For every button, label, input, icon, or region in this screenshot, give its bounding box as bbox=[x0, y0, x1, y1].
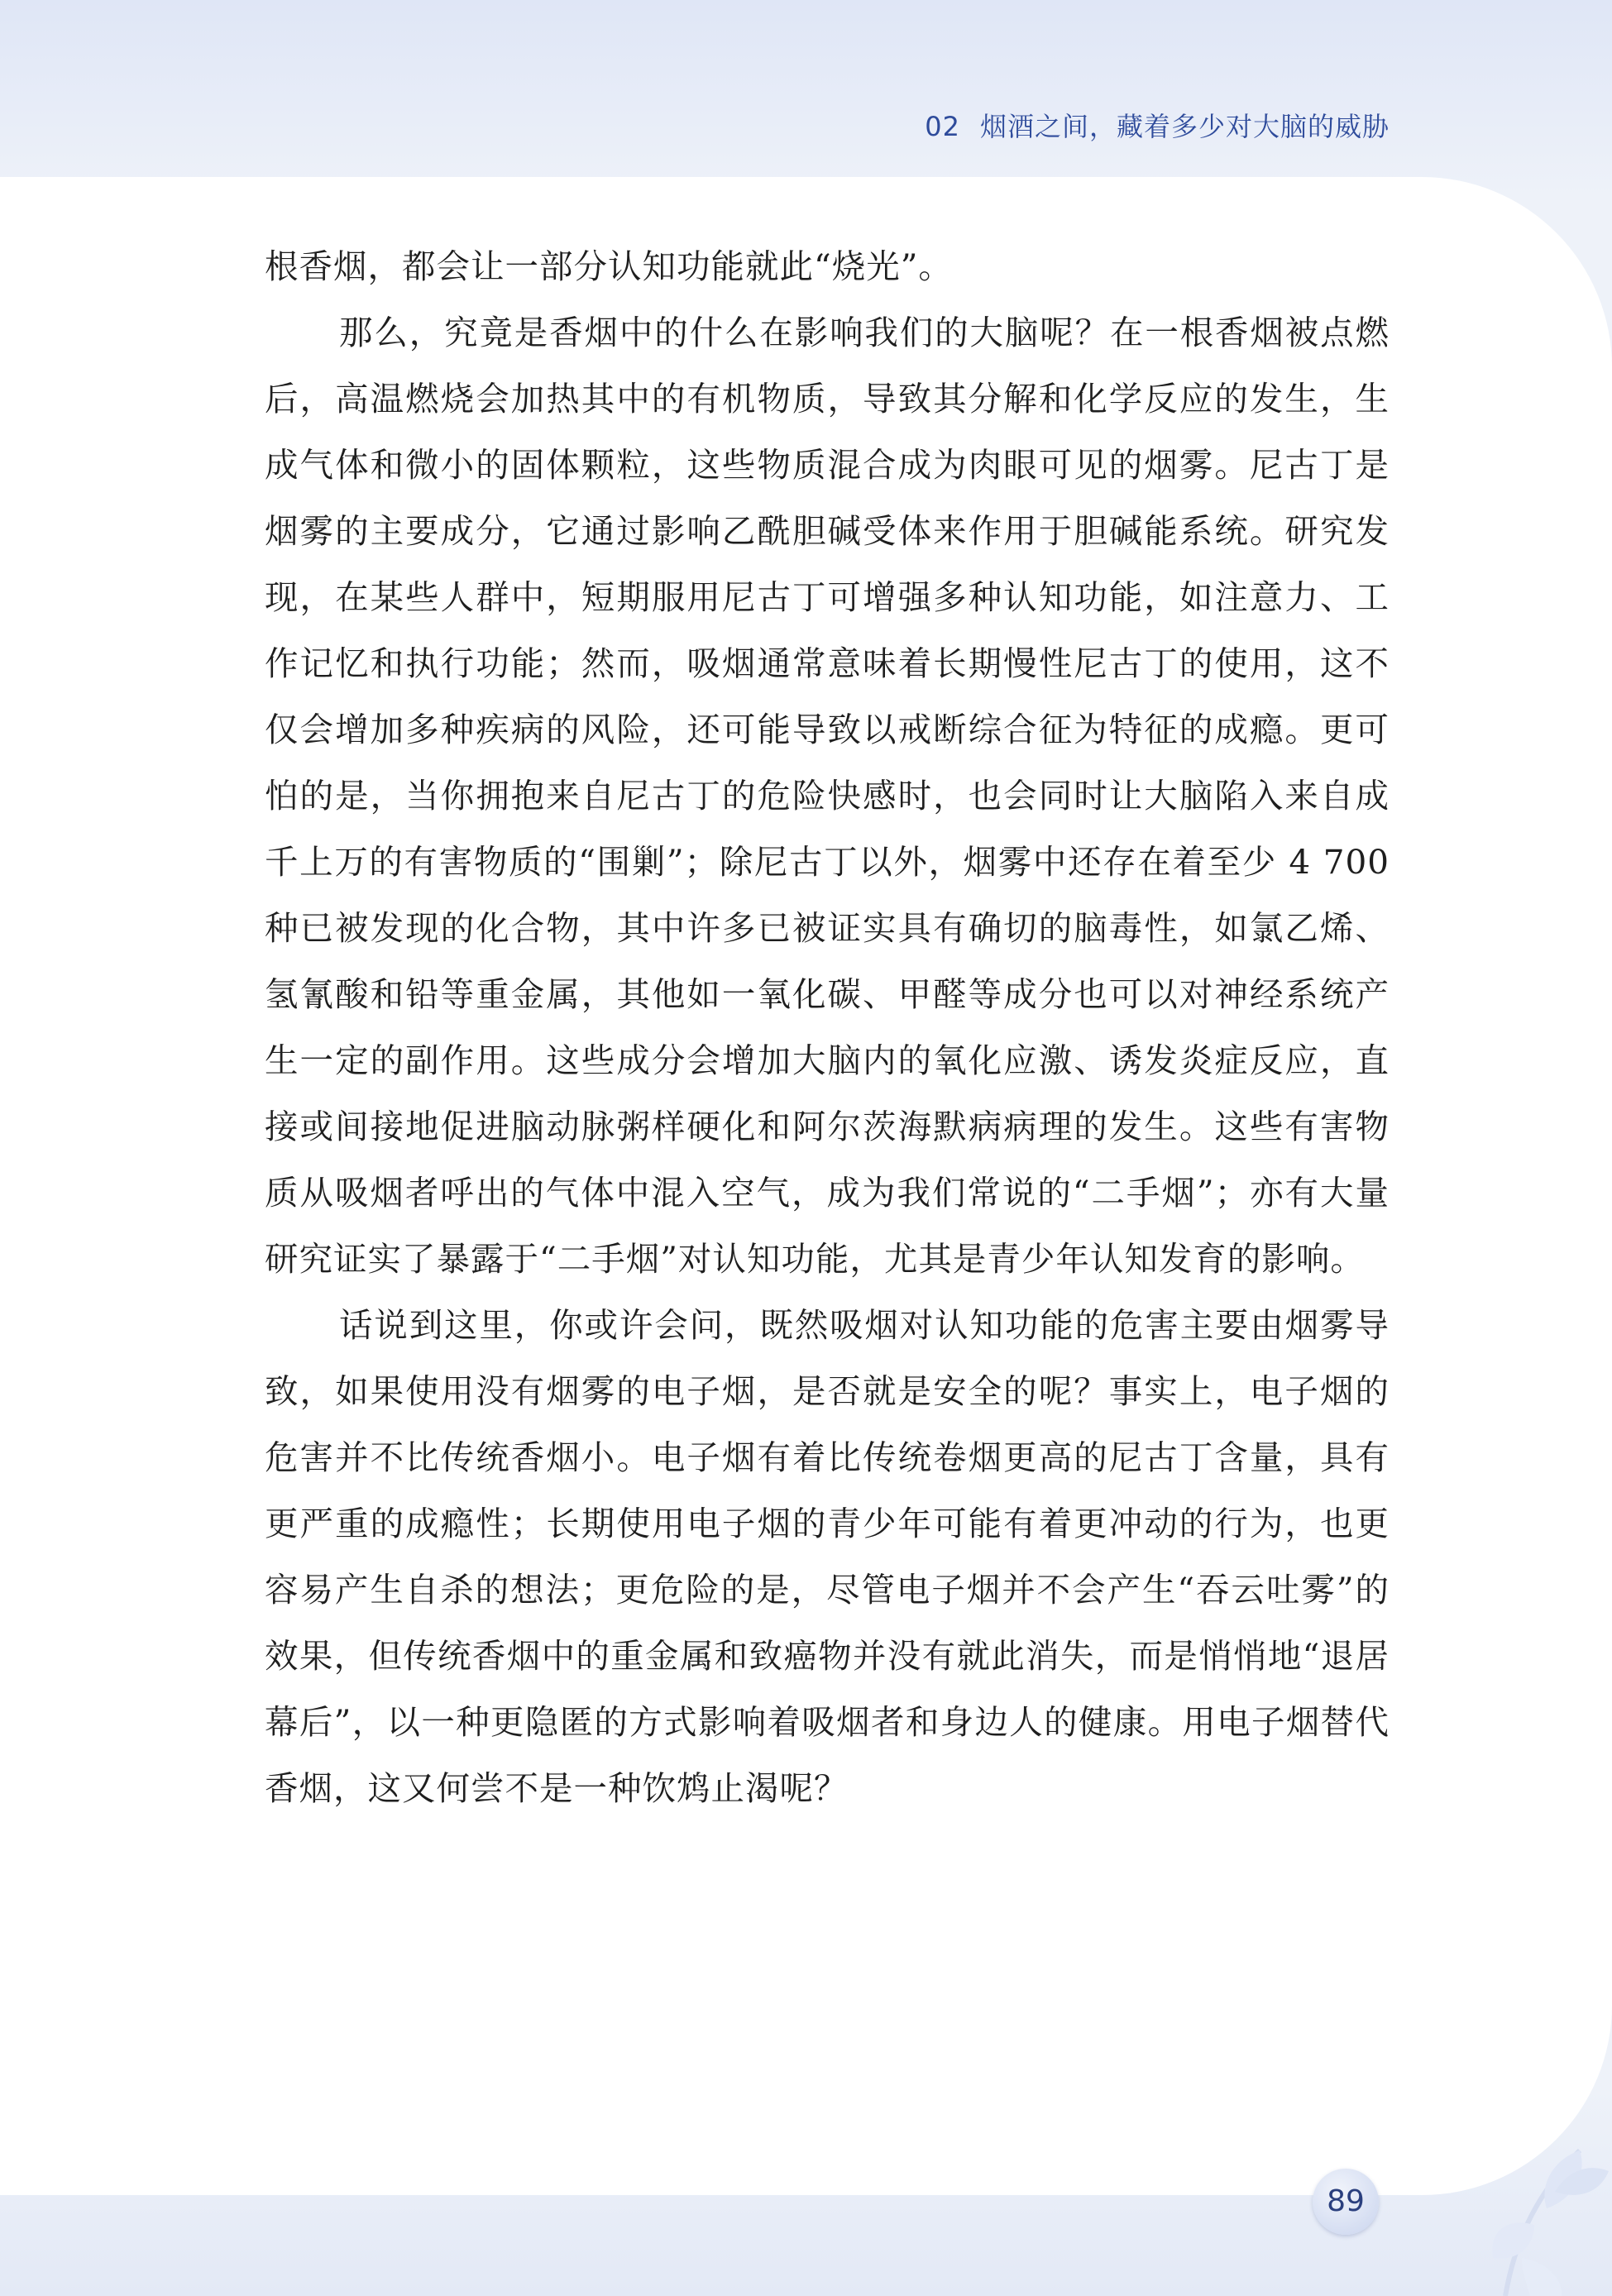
body-text bbox=[265, 233, 1390, 1821]
leaf-decoration-icon bbox=[1456, 2101, 1612, 2296]
page-top-background bbox=[0, 0, 1612, 199]
paragraph: 那么，究竟是香烟中的什么在影响我们的大脑呢？在一根香烟被点燃后，高温燃烧会加热其中的有机物质，导致其分解和化学反应的发生，生成气体和微小的固体颗粒，这些物质混合成为肉眼可见的烟雾。尼古丁是烟雾的主要成分，它通过影响乙酰胆碱受体来作用于胆碱能系统。研究发现，在某些人群中，短期服用尼古丁可增强多种认知功能，如注意力、工作记忆和执行功能；然而，吸烟通常意味着长期慢性尼古丁的使用，这不仅会增加多种疾病的风险，还可能导致以戒断综合征为特征的成瘾。更可怕的是，当你拥抱来自尼古丁的危险快感时，也会同时让大脑陷入来自成千上万的有害物质的“围剿”；除尼古丁以外，烟雾中还存在着至少 4 700 种已被发现的化合物，其中许多已被证实具有确切的脑毒性，如氯乙烯、氢氰酸和铅等重金属，其他如一氧化碳、甲醛等成分也可以对神经系统产生一定的副作用。这些成分会增加大脑内的氧化应激、诱发炎症反应，直接或间接地促进脑动脉粥样硬化和阿尔茨海默病病理的发生。这些有害物质从吸烟者呼出的气体中混入空气，成为我们常说的“二手烟”；亦有大量研究证实了暴露于“二手烟”对认知功能，尤其是青少年认知发育的影响。 bbox=[265, 313, 1390, 1279]
running-header bbox=[910, 106, 1390, 144]
chapter-title: 烟酒之间，藏着多少对大脑的威胁 bbox=[979, 111, 1390, 142]
paragraph-continuation: 根香烟，都会让一部分认知功能就此“烧光”。 bbox=[265, 246, 953, 286]
chapter-number: 02 bbox=[925, 111, 960, 142]
paragraph: 话说到这里，你或许会问，既然吸烟对认知功能的危害主要由烟雾导致，如果使用没有烟雾的电子烟，是否就是安全的呢？事实上，电子烟的危害并不比传统香烟小。电子烟有着比传统卷烟更高的尼古丁含量，具有更严重的成瘾性；长期使用电子烟的青少年可能有着更冲动的行为，也更容易产生自杀的想法；更危险的是，尽管电子烟并不会产生“吞云吐雾”的效果，但传统香烟中的重金属和致癌物并没有就此消失，而是悄悄地“退居幕后”，以一种更隐匿的方式影响着吸烟者和身边人的健康。用电子烟替代香烟，这又何尝不是一种饮鸩止渴呢？ bbox=[265, 1305, 1390, 1808]
page-number: 89 bbox=[1313, 2169, 1379, 2235]
